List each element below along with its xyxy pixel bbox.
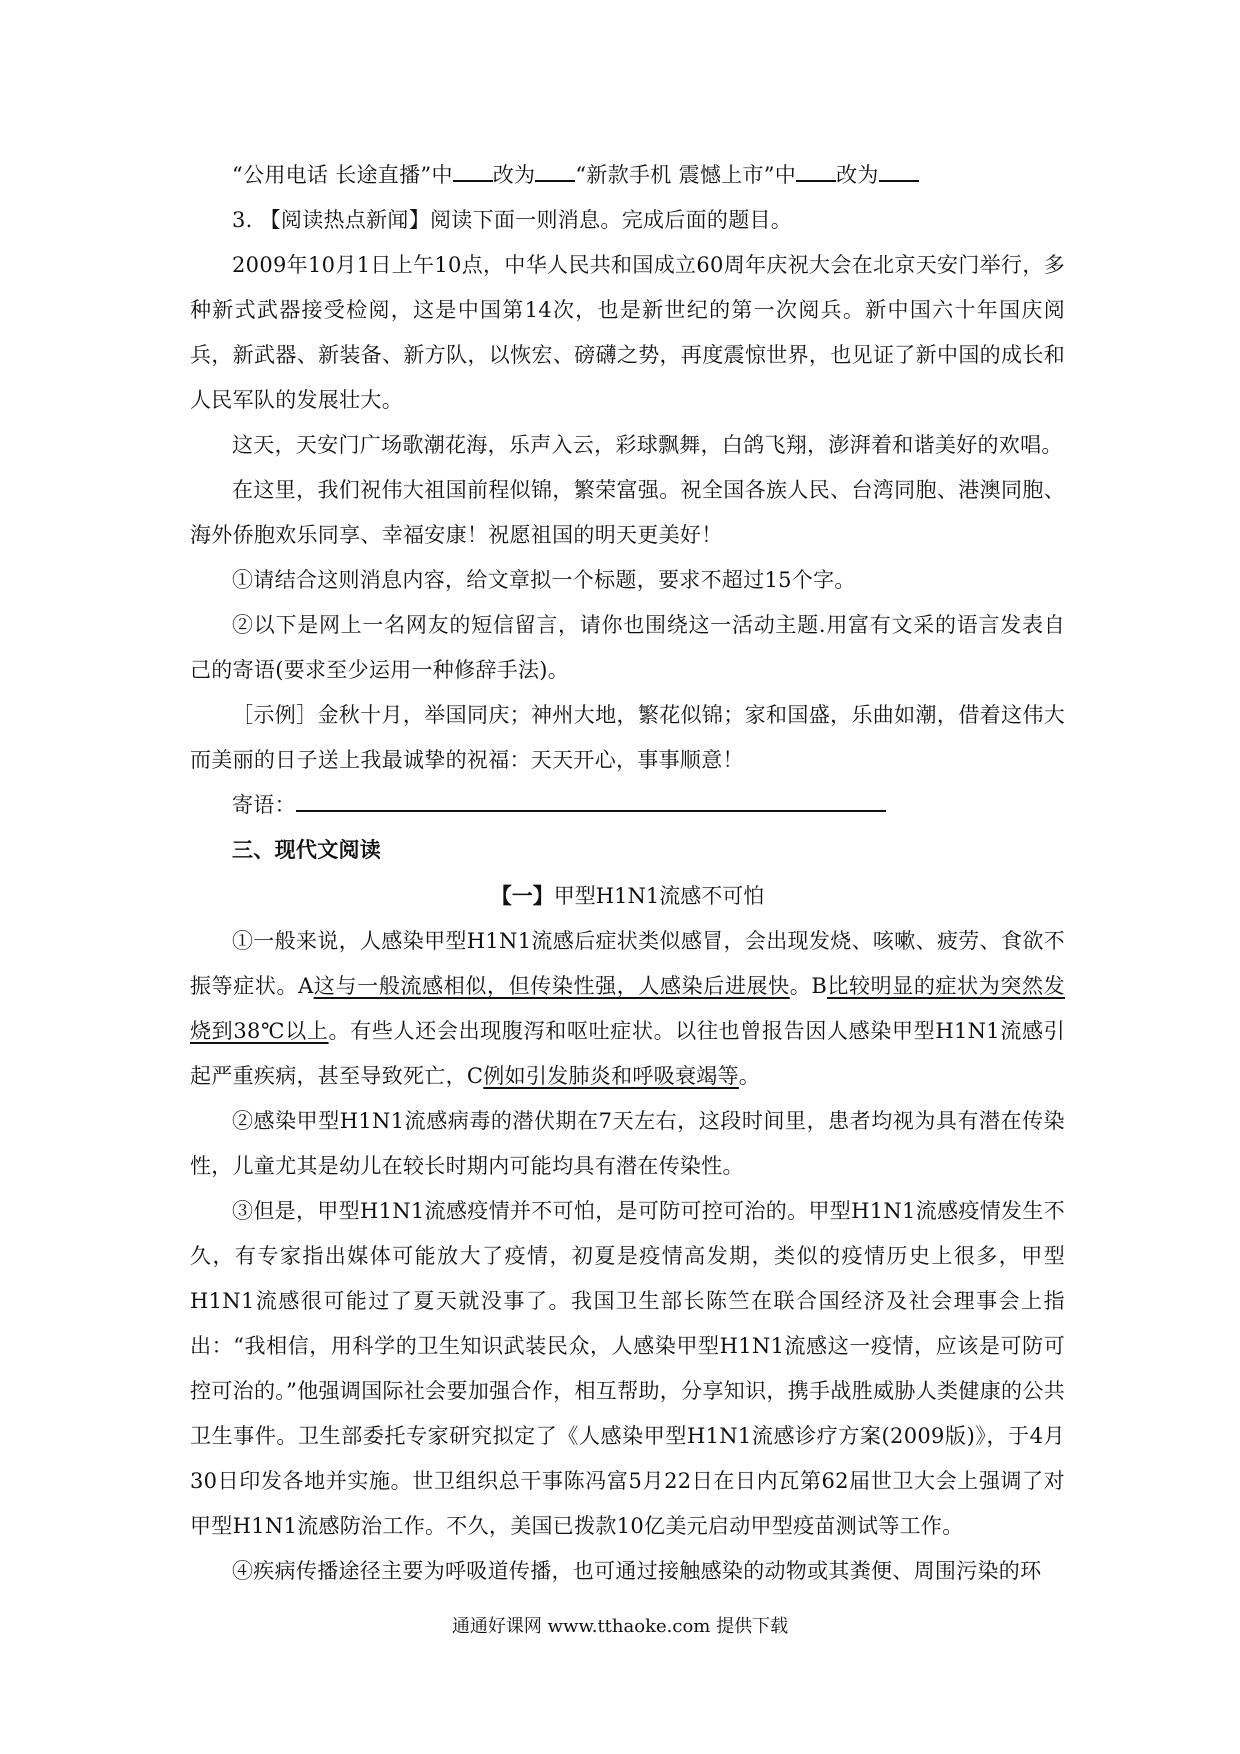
answer-label: 寄语： [232, 793, 296, 817]
article-paragraph-1 [190, 919, 1065, 1099]
article-paragraph-4: ④疾病传播途径主要为呼吸道传播，也可通过接触感染的动物或其粪便、周围污染的环 [232, 1559, 1042, 1583]
q2-part3: “新款手机 震憾上市”中 [575, 163, 797, 187]
document-page [190, 0, 1065, 1594]
answer-blank-long[interactable] [296, 809, 886, 812]
page-footer: 通通好课网 www.tthaoke.com 提供下载 [451, 1616, 789, 1637]
underlined-sentence-c: 例如引发肺炎和呼吸衰竭等 [483, 1064, 739, 1088]
q2-part4: 改为 [836, 163, 879, 187]
text-span: 。 [738, 1064, 761, 1088]
q3-example: ［示例］金秋十月，举国同庆；神州大地，繁花似锦；家和国盛，乐曲如潮，借着这伟大而美丽的日子送上我最诚挚的祝福：天天开心，事事顺意！ [190, 703, 1065, 772]
section-heading: 三、现代文阅读 [232, 838, 382, 862]
answer-blank[interactable] [535, 179, 575, 182]
text-span: ①一般来说，人感染甲型H1N1流感后症状类似感冒，会出现发烧、咳嗽、疲劳、食欲不振等症状。A [190, 929, 1065, 998]
q2-replacement-line [190, 153, 1065, 198]
q3-subquestion-2: ②以下是网上一名网友的短信留言，请你也围绕这一活动主题.用富有文采的语言发表自己的寄语(要求至少运用一种修辞手法)。 [190, 613, 1065, 682]
article-title-text: 甲型H1N1流感不可怕 [553, 884, 765, 908]
q2-part1: “公用电话 长途直播”中 [232, 163, 453, 187]
text-span: 。有些人还会出现腹泻和呕吐症状。以往也曾报告因人感染甲型H1N1流感引起严重疾病，甚至导致死亡，C [190, 1019, 1065, 1088]
answer-blank[interactable] [453, 179, 493, 182]
underlined-sentence-b: 比较明显的症状为突然发烧到38℃以上 [190, 974, 1065, 1043]
answer-blank[interactable] [796, 179, 836, 182]
article-paragraph-2: ②感染甲型H1N1流感病毒的潜伏期在7天左右，这段时间里，患者均视为具有潜在传染性，儿童尤其是幼儿在较长时期内可能均具有潜在传染性。 [190, 1109, 1065, 1178]
news-paragraph-1: 2009年10月1日上午10点，中华人民共和国成立60周年庆祝大会在北京天安门举行，多种新式武器接受检阅，这是中国第14次，也是新世纪的第一次阅兵。新中国六十年国庆阅兵，新武器、新装备、新方队，以恢宏、磅礴之势，再度震惊世界，也见证了新中国的成长和人民军队的发展壮大。 [190, 253, 1065, 412]
article-paragraph-3: ③但是，甲型H1N1流感疫情并不可怕，是可防可控可治的。甲型H1N1流感疫情发生不久，有专家指出媒体可能放大了疫情，初夏是疫情高发期，类似的疫情历史上很多，甲型H1N1流感很可能过了夏天就没事了。我国卫生部长陈竺在联合国经济及社会理事会上指出：“我相信，用科学的卫生知识武装民众，人感染甲型H1N1流感这一疫情，应该是可防可控可治的。”他强调国际社会要加强合作，相互帮助，分享知识，携手战胜威胁人类健康的公共卫生事件。卫生部委托专家研究拟定了《人感染甲型H1N1流感诊疗方案(2009版)》，于4月30日印发各地并实施。世卫组织总干事陈冯富5月22日在日内瓦第62届世卫大会上强调了对甲型H1N1流感防治工作。不久，美国已拨款10亿美元启动甲型疫苗测试等工作。 [190, 1199, 1065, 1538]
q3-subquestion-1: ①请结合这则消息内容，给文章拟一个标题，要求不超过15个字。 [232, 568, 856, 592]
answer-line [190, 783, 1065, 828]
news-paragraph-3: 在这里，我们祝伟大祖国前程似锦，繁荣富强。祝全国各族人民、台湾同胞、港澳同胞、海外侨胞欢乐同享、幸福安康！祝愿祖国的明天更美好！ [190, 478, 1065, 547]
q3-title: 3. 【阅读热点新闻】阅读下面一则消息。完成后面的题目。 [232, 208, 793, 232]
q2-part2: 改为 [492, 163, 536, 187]
text-span: 。B [789, 974, 828, 998]
news-paragraph-2: 这天，天安门广场歌潮花海，乐声入云，彩球飘舞，白鸽飞翔，澎湃着和谐美好的欢唱。 [232, 433, 1063, 457]
article-title [190, 873, 1065, 919]
underlined-sentence-a: 这与一般流感相似，但传染性强，人感染后进展快 [313, 974, 790, 998]
article-title-bracket: 【一】 [490, 883, 554, 908]
answer-blank[interactable] [879, 179, 919, 182]
